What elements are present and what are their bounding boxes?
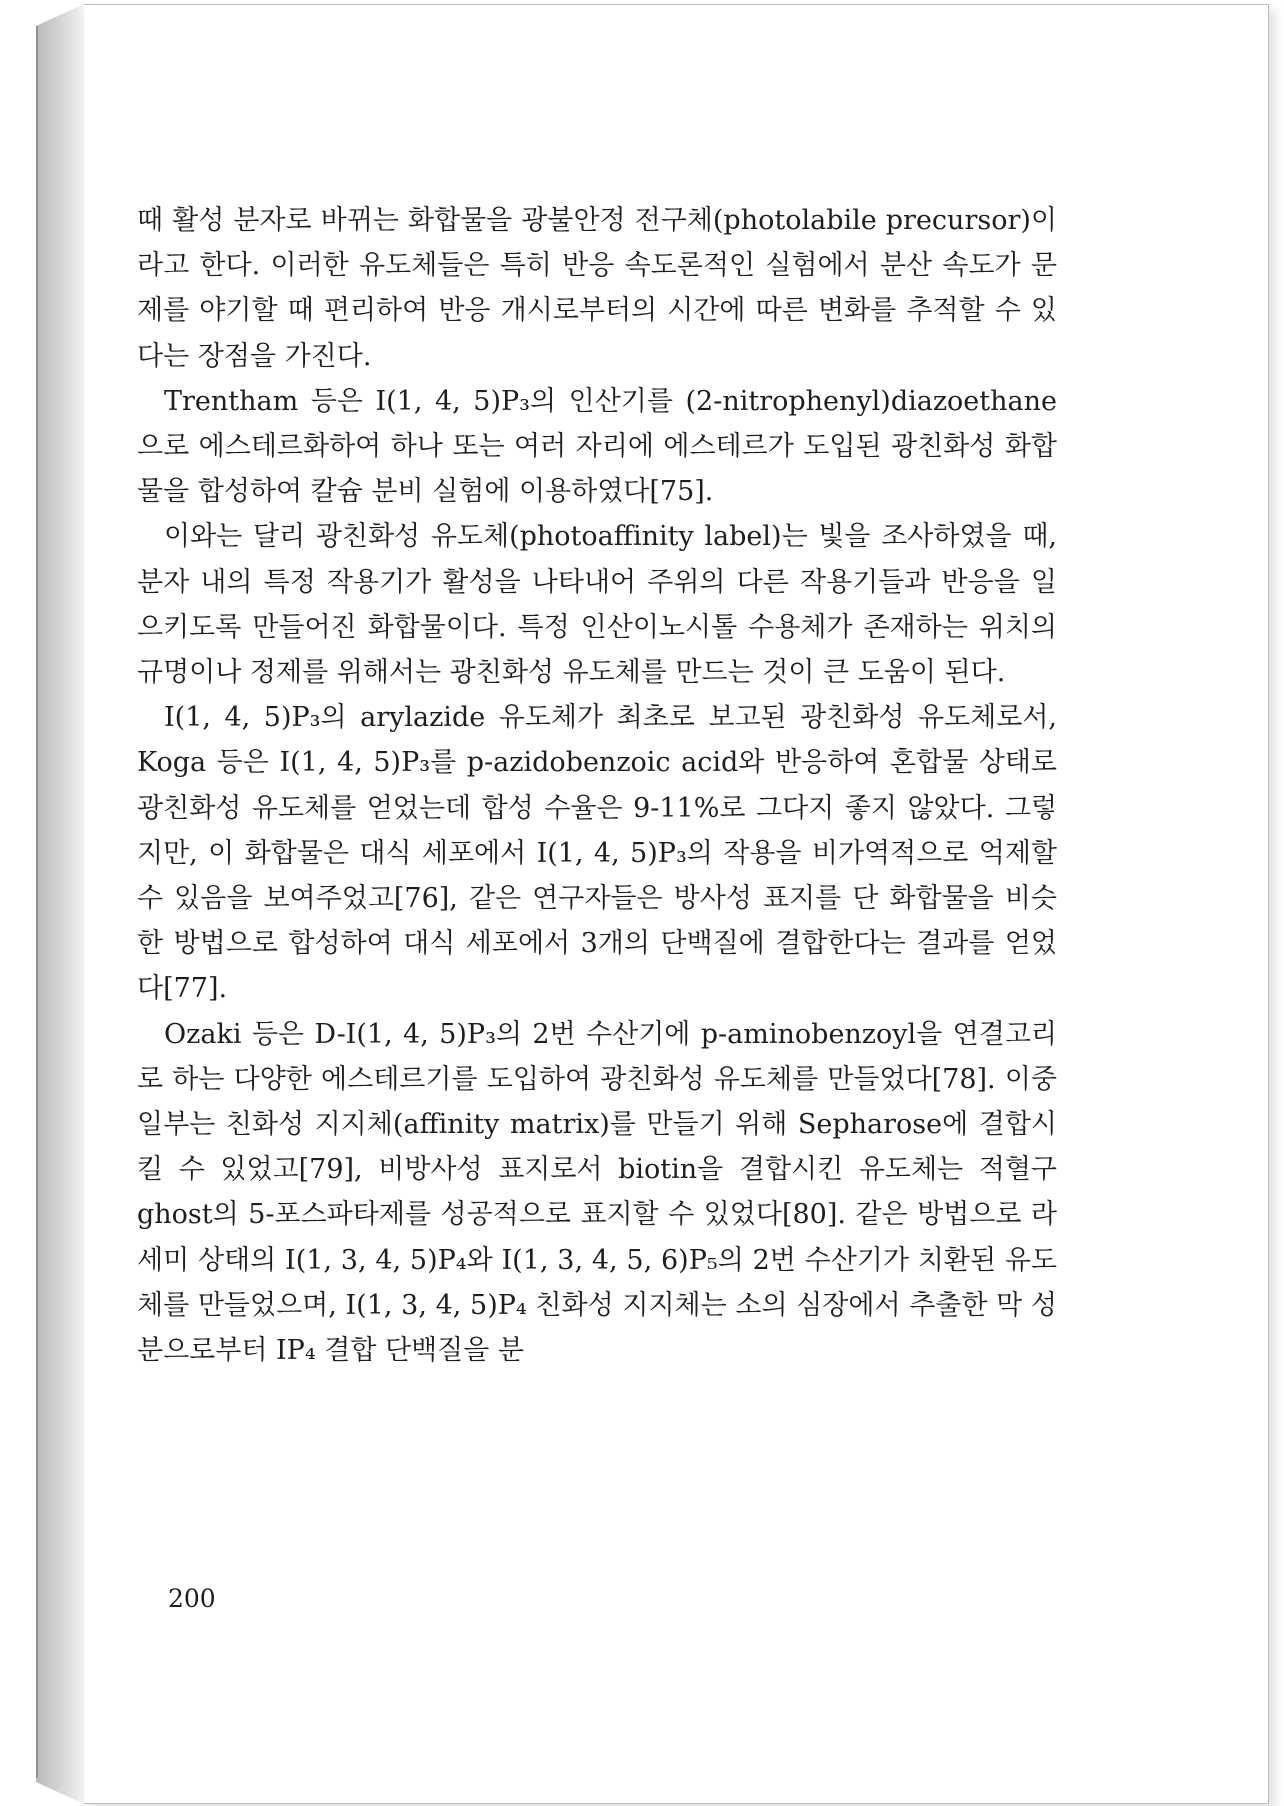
paragraph: Ozaki 등은 D-I(1, 4, 5)P₃의 2번 수산기에 p-aminobenzoyl을 연결고리로 하는 다양한 에스테르기를 도입하여 광친화성 유도체를 만들었다[78]. 이중 일부는 친화성 지지체(affinity matrix)를 만들기 위해 Sepharose에 결합시킬 수 있었고[79], 비방사성 표지로서 biotin을 결합시킨 유도체는 적혈구 ghost의 5-포스파타제를 성공적으로 표지할 수 있었다[80]. 같은 방법으로 라세미 상태의 I(1, 3, 4, 5)P₄와 I(1, 3, 4, 5, 6)P₅의 2번 수산기가 치환된 유도체를 만들었으며, I(1, 3, 4, 5)P₄ 친화성 지지체는 소의 심장에서 추출한 막 성분으로부터 IP₄ 결합 단백질을 분 [137,1018,1057,1367]
paragraph: I(1, 4, 5)P₃의 arylazide 유도체가 최초로 보고된 광친화성 유도체로서, Koga 등은 I(1, 4, 5)P₃를 p-azidobenzoic acid와 반응하여 혼합물 상태로 광친화성 유도체를 얻었는데 합성 수율은 9-11%로 그다지 좋지 않았다. 그렇지만, 이 화합물은 대식 세포에서 I(1, 4, 5)P₃의 작용을 비가역적으로 억제할 수 있음을 보여주었고[76], 같은 연구자들은 방사성 표지를 단 화합물을 비슷한 방법으로 합성하여 대식 세포에서 3개의 단백질에 결합한다는 결과를 얻었다[77]. [137,702,1057,1005]
page-number: 200 [168,1584,216,1613]
paragraph: Trentham 등은 I(1, 4, 5)P₃의 인산기를 (2-nitrophenyl)diazoethane으로 에스테르화하여 하나 또는 여러 자리에 에스테르가 도입된 광친화성 화합물을 합성하여 칼슘 분비 실험에 이용하였다[75]. [137,385,1057,508]
book-spine [36,4,84,1804]
paragraph: 때 활성 분자로 바뀌는 화합물을 광불안정 전구체(photolabile precursor)이라고 한다. 이러한 유도체들은 특히 반응 속도론적인 실험에서 분산 속도가 문제를 야기할 때 편리하여 반응 개시로부터의 시간에 따른 변화를 추적할 수 있다는 장점을 가진다. [137,205,1057,372]
body-text [137,198,1057,1373]
paragraph: 이와는 달리 광친화성 유도체(photoaffinity label)는 빛을 조사하였을 때, 분자 내의 특정 작용기가 활성을 나타내어 주위의 다른 작용기들과 반응을 일으키도록 만들어진 화합물이다. 특정 인산이노시톨 수용체가 존재하는 위치의 규명이나 정제를 위해서는 광친화성 유도체를 만드는 것이 큰 도움이 된다. [137,521,1057,689]
spine-edge [36,26,38,1778]
